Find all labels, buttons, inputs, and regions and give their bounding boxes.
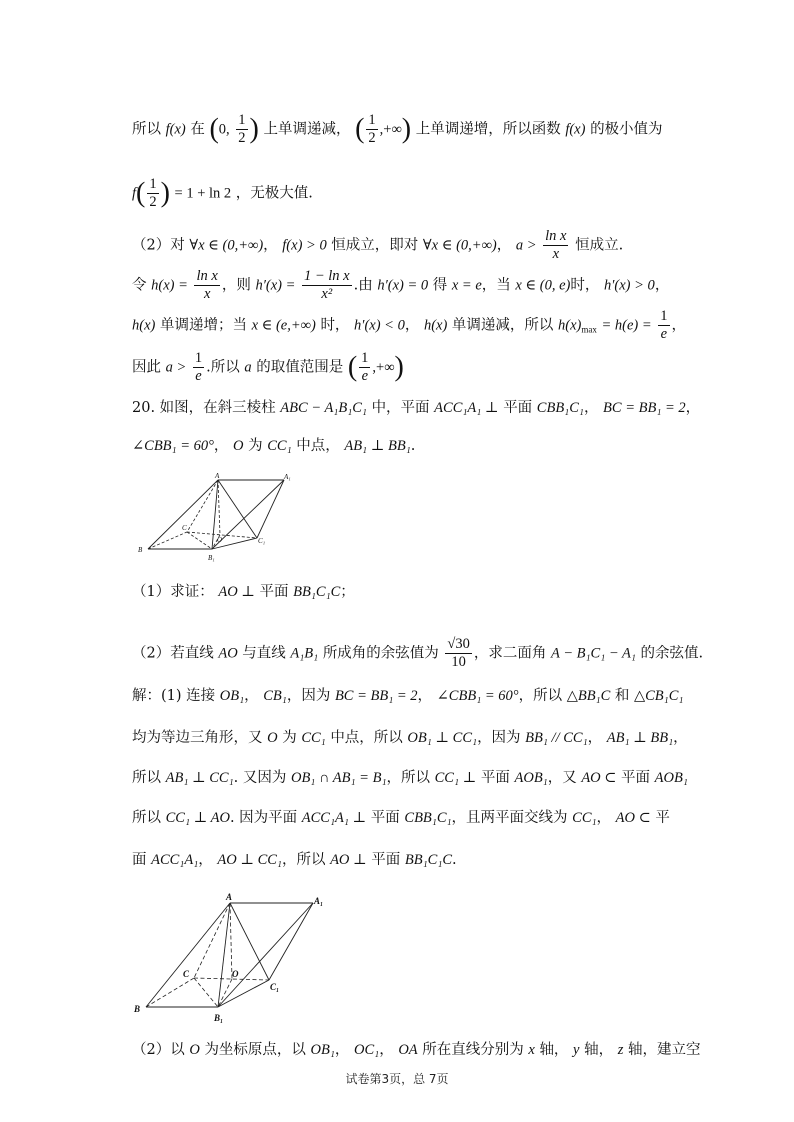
math: BC = BB₁ = 2: [334, 688, 418, 704]
text: .所以: [206, 359, 240, 376]
fraction: [147, 176, 158, 211]
text: ，则: [221, 277, 251, 294]
text: 因此: [132, 359, 161, 376]
math: OB₁: [310, 1042, 335, 1058]
denominator: x: [203, 286, 211, 302]
q20-sub2: [132, 636, 703, 671]
math: a: [244, 359, 252, 376]
numerator: ln x: [545, 228, 567, 244]
math: BB₁ // CC₁: [525, 730, 588, 746]
math: x ∈ (0, e): [515, 277, 571, 294]
math: O: [267, 730, 278, 746]
text: ，: [244, 688, 259, 704]
denominator: 2: [238, 130, 246, 146]
text: 所以: [132, 810, 161, 826]
math: x ∈ (e,+∞): [251, 317, 316, 334]
math: = h(e) =: [601, 317, 652, 334]
numerator: 1: [660, 308, 668, 324]
para1-line: [132, 112, 663, 147]
label-O: O: [217, 536, 223, 544]
q20-line2: [132, 436, 415, 456]
page-footer: 试卷第3页，总 7页: [345, 1072, 449, 1086]
text: ，因为: [477, 730, 521, 746]
paren-open: (: [347, 351, 358, 383]
text: . 又因为: [233, 770, 287, 786]
math: h(x) =: [151, 277, 188, 294]
prism-figure-large: [128, 890, 338, 1030]
text: 令: [132, 277, 147, 294]
text: 中，平面: [371, 400, 430, 416]
fraction: [302, 268, 352, 303]
denominator: x: [552, 246, 560, 262]
para2-line: [132, 176, 313, 211]
text: 所以: [132, 770, 161, 786]
part2-line2: [132, 268, 669, 303]
text: 和: [614, 688, 630, 704]
text: 为坐标原点，以: [204, 1042, 306, 1058]
text: ，: [671, 317, 687, 334]
denominator: 2: [368, 130, 376, 146]
fraction: [236, 112, 247, 147]
solution-line3: [132, 768, 688, 788]
math: ABC − A₁B₁C₁: [280, 400, 367, 416]
text: 为: [248, 438, 263, 454]
text: 单调递增；当: [159, 317, 247, 334]
q20-line1: [132, 398, 700, 418]
math: AB₁ ⊥ BB₁: [344, 438, 411, 454]
math: h′(x) =: [255, 277, 296, 294]
text: 20. 如图，在斜三棱柱: [132, 400, 276, 416]
math: ,+∞: [372, 359, 395, 376]
fraction: [193, 350, 204, 385]
numerator: ln x: [196, 268, 218, 284]
text: 时，: [570, 277, 600, 294]
paren-close: ): [401, 113, 412, 145]
math: BB₁C₁C: [293, 584, 341, 600]
text: ，因为: [286, 688, 331, 704]
text: 的取值范围是: [256, 359, 344, 376]
math: h′(x) = 0: [377, 277, 429, 294]
denominator: x²: [321, 286, 333, 302]
text: 轴，: [584, 1042, 614, 1058]
paren-open: (: [136, 177, 146, 209]
denominator: e: [195, 368, 202, 384]
math: A − B₁C₁ − A₁: [551, 645, 636, 662]
label-B: B: [138, 546, 143, 554]
math: ∠CBB₁ = 60°: [132, 438, 214, 454]
text: 平: [655, 810, 670, 826]
text: 平面: [259, 584, 289, 600]
math: AOB₁: [514, 770, 548, 786]
text: 时，: [320, 317, 350, 334]
text: ，: [198, 852, 213, 868]
text: 平面: [503, 400, 533, 416]
label-B1: B₁: [214, 1013, 224, 1023]
label-B1: B₁: [208, 554, 215, 562]
math: AO ⊥: [218, 584, 255, 600]
solution-line5: [132, 850, 457, 870]
math: CC₁: [301, 730, 326, 746]
text: ，: [417, 688, 433, 704]
text: ；: [340, 584, 355, 600]
text: 与直线: [242, 645, 286, 662]
math: CB₁: [263, 688, 287, 704]
math: BC = BB₁ = 2: [603, 400, 686, 416]
denominator: e: [660, 326, 668, 342]
paren-close: ): [249, 113, 259, 145]
text: ，所以: [386, 770, 430, 786]
math: AO ⊥ CC₁: [217, 852, 282, 868]
math: ACC₁A₁: [151, 852, 199, 868]
math: ,+∞: [379, 121, 402, 138]
text: ，: [404, 317, 420, 334]
math: = 1 + ln 2: [174, 185, 232, 202]
text: 上单调递减，: [263, 121, 351, 138]
label-C: C: [182, 524, 187, 532]
text: 所成角的余弦值为: [322, 645, 439, 662]
part2-line1: [132, 228, 623, 263]
text: （2）若直线: [132, 645, 214, 662]
subscript: max: [581, 324, 597, 335]
label-C1: C₁: [258, 537, 266, 545]
text: 中点，所以: [330, 730, 403, 746]
text: 得: [432, 277, 448, 294]
text: ，: [496, 237, 512, 254]
text: ，所以: [281, 852, 326, 868]
math: ACC₁A₁ ⊥: [301, 810, 367, 826]
numerator: 1: [368, 112, 376, 128]
text: ，又: [547, 770, 577, 786]
text: 在: [190, 121, 205, 138]
paren-open: (: [209, 113, 219, 145]
text: . 因为平面: [229, 810, 298, 826]
fraction: [194, 268, 219, 303]
math: f(x) > 0: [282, 237, 327, 254]
math: AOB₁: [654, 770, 688, 786]
solution-line2: [132, 728, 688, 748]
math: CBB₁C₁: [404, 810, 452, 826]
fraction: [359, 350, 370, 385]
numerator: 1: [194, 350, 203, 366]
math: AB₁ ⊥ CC₁: [165, 770, 234, 786]
math: CC₁ ⊥: [434, 770, 477, 786]
text: 轴，: [539, 1042, 569, 1058]
math: △CB₁C₁: [633, 688, 684, 704]
text: ，: [583, 400, 599, 416]
text: 的极小值为: [590, 121, 663, 138]
math: OB₁ ⊥ CC₁: [407, 730, 478, 746]
text: ，: [596, 810, 612, 826]
math: O: [189, 1042, 200, 1058]
denominator: 2: [149, 194, 157, 210]
fraction: [445, 636, 471, 671]
label-C: C: [183, 969, 190, 979]
text: 平面: [621, 770, 651, 786]
math: CC₁: [267, 438, 292, 454]
math: a >: [515, 237, 537, 254]
text: ，: [673, 730, 688, 746]
math: h′(x) > 0: [604, 277, 655, 294]
text: ，当: [481, 277, 511, 294]
text: 轴，建立空: [627, 1042, 701, 1058]
math: h(x): [558, 317, 582, 334]
math: A₁B₁: [290, 645, 319, 662]
paren-close: ): [160, 177, 170, 209]
solution-line1: [132, 686, 683, 706]
math: AB₁ ⊥ BB₁: [606, 730, 674, 746]
text: 均为等边三角形，又: [132, 730, 263, 746]
label-A1: A₁: [314, 896, 324, 906]
text: ，: [213, 438, 229, 454]
math: O: [233, 438, 244, 454]
math: AO ⊂: [581, 770, 617, 786]
text: 解：(1) 连接: [132, 688, 216, 704]
label-A: A: [226, 892, 233, 902]
paren-open: (: [355, 113, 365, 145]
denominator: 10: [451, 654, 466, 670]
solution-line4: [132, 808, 670, 828]
math: CC₁: [572, 810, 597, 826]
label-C1: C₁: [270, 982, 280, 992]
math: AO: [218, 645, 238, 662]
math: x = e: [451, 277, 482, 294]
text: .: [452, 852, 457, 868]
math: ACC₁A₁ ⊥: [434, 400, 499, 416]
math: ∀x ∈ (0,+∞): [189, 237, 264, 254]
text: 中点，: [296, 438, 340, 454]
fraction: [543, 228, 568, 263]
math: y: [573, 1042, 580, 1058]
text: ，无极大值.: [235, 185, 313, 202]
text: ，所以: [518, 688, 563, 704]
text: ，: [334, 1042, 350, 1058]
text: ，求二面角: [473, 645, 547, 662]
text: .由: [353, 277, 373, 294]
denominator: e: [361, 368, 368, 384]
math: ∀x ∈ (0,+∞): [422, 237, 497, 254]
math: OA: [398, 1042, 418, 1058]
numerator: 1 − ln x: [303, 268, 350, 284]
text: 平面: [480, 770, 510, 786]
text: ，: [263, 237, 278, 254]
text: 平面: [371, 852, 401, 868]
text: 的余弦值.: [640, 645, 704, 662]
text: ，: [587, 730, 603, 746]
math: ∠CBB₁ = 60°: [436, 688, 519, 704]
text: .: [410, 438, 416, 454]
math: CBB₁C₁: [536, 400, 584, 416]
text: 恒成立.: [575, 237, 624, 254]
math: 0,: [218, 121, 230, 138]
math: z: [617, 1042, 624, 1058]
math: OB₁ ∩ AB₁ = B₁: [290, 770, 387, 786]
text: 面: [132, 852, 147, 868]
numerator: 1: [238, 112, 246, 128]
math: BB₁C₁C: [404, 852, 453, 868]
text: 所以: [132, 121, 161, 138]
text: 为: [282, 730, 297, 746]
math: f(x): [565, 121, 586, 138]
numerator: √30: [447, 636, 470, 652]
math: OC₁: [354, 1042, 380, 1058]
fraction: [658, 308, 669, 343]
text: 恒成立，即对: [331, 237, 419, 254]
part2-line4: [132, 350, 404, 385]
text: ，: [379, 1042, 394, 1058]
text: 平面: [370, 810, 400, 826]
math: f(x): [165, 121, 186, 138]
text: 单调递减，所以: [451, 317, 554, 334]
numerator: 1: [149, 176, 157, 192]
prism-figure-small: [132, 470, 302, 565]
paren-close: ): [394, 351, 404, 383]
solution-line6: [132, 1040, 700, 1060]
label-O: O: [232, 969, 239, 979]
text: ，: [654, 277, 670, 294]
text: ，: [685, 400, 701, 416]
text: （2）以: [132, 1042, 185, 1058]
numerator: 1: [361, 350, 369, 366]
math: h(x): [423, 317, 448, 334]
text: （1）求证：: [132, 584, 214, 600]
math: f: [132, 185, 137, 202]
math: h(x): [132, 317, 156, 334]
text: （2）对: [132, 237, 185, 254]
text: ，且两平面交线为: [451, 810, 568, 826]
label-A1: A₁: [284, 473, 291, 481]
math: a >: [165, 359, 187, 376]
math: AO ⊂: [615, 810, 651, 826]
part2-line3: [132, 308, 686, 343]
label-A: A: [215, 472, 220, 480]
math: OB₁: [219, 688, 245, 704]
math: x: [528, 1042, 535, 1058]
math: h′(x) < 0: [354, 317, 405, 334]
math: AO ⊥: [330, 852, 367, 868]
text: 上单调递增，所以函数: [415, 121, 561, 138]
text: 所在直线分别为: [422, 1042, 524, 1058]
q20-sub1: [132, 582, 355, 602]
math: CC₁ ⊥ AO: [165, 810, 230, 826]
label-B: B: [134, 1004, 141, 1014]
math: △BB₁C: [566, 688, 611, 704]
fraction: [366, 112, 377, 147]
